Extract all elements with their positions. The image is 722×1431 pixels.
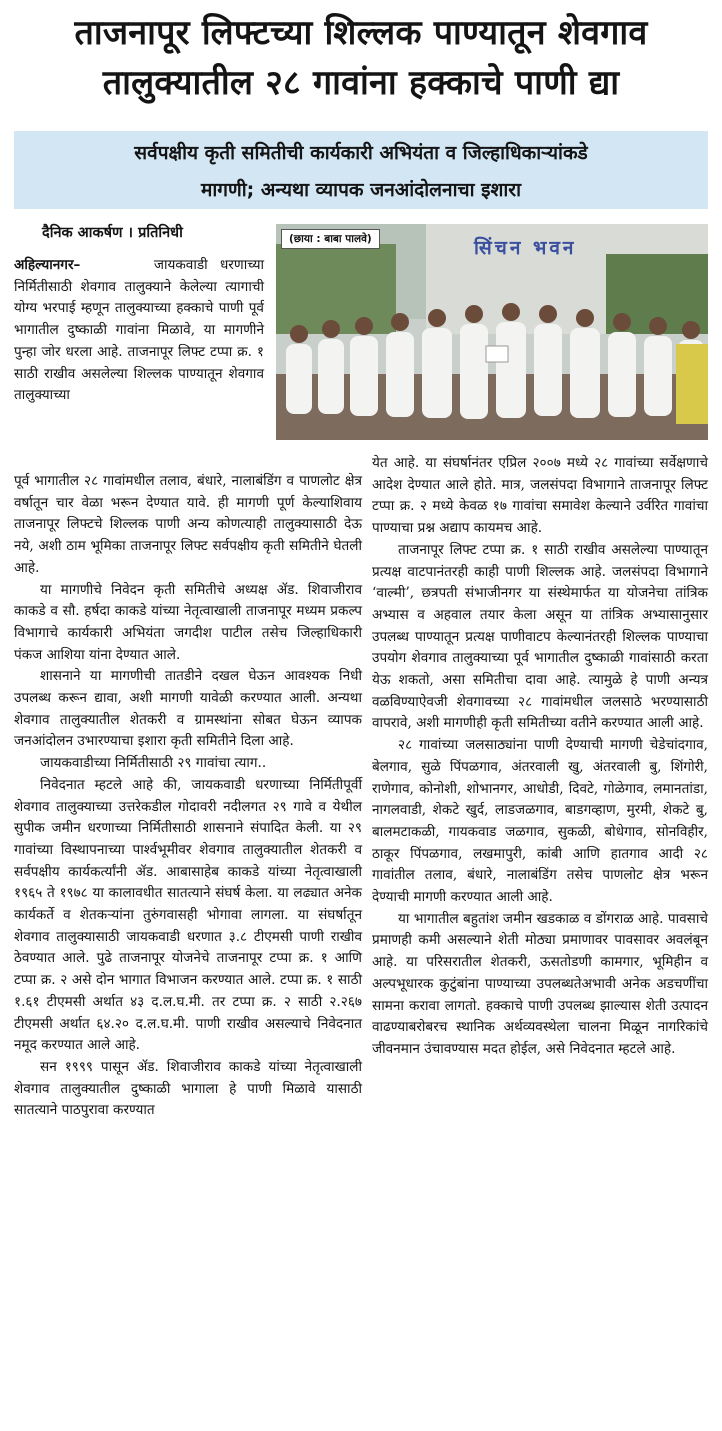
paragraph-1-start: जायकवाडी धरणाच्या निर्मितीसाठी शेवगाव तालुक्याने केलेल्या त्यागाची योग्य भरपाई म्हणून तालुक्याच्या हक्काचे पाणी पूर्व भागातील दुष्काळी गावांना मिळावे, या मागणीने पुन्हा जोर धरला आहे. ताजनापूर लिफ्ट टप्पा क्र. १ साठी राखीव असलेल्या शिल्लक पाण्यातून शेवगाव तालुक्याच्या bbox=[14, 257, 264, 404]
article-column-left-top bbox=[14, 255, 264, 407]
article-paragraph-2: या मागणीचे निवेदन कृती समितीचे अध्यक्ष ॲड. शिवाजीराव काकडे व सौ. हर्षदा काकडे यांच्या नेतृत्वाखाली ताजनापूर मध्यम प्रकल्प विभागाचे कार्यकारी अभियंता जगदीश पाटील तसेच जिल्हाधिकारी पंकज आशिया यांना देण्यात आले. bbox=[14, 581, 362, 663]
article-paragraph-6: ताजनापूर लिफ्ट टप्पा क्र. १ साठी राखीव असलेल्या पाण्यातून प्रत्यक्ष वाटपानंतरही काही पाणी शिल्लक आहे. जलसंपदा विभागाने ‘वाल्मी’, छत्रपती संभाजीनगर या संस्थेमार्फत या योजनेचा तांत्रिक अभ्यास व अहवाल तयार केला असून या तांत्रिक अभ्यासानुसार उपलब्ध पाण्यातून प्रत्यक्ष पाणीवाटप केल्यानंतरही शिल्लक पाण्याचा उपयोग शेवगाव तालुक्याच्या पूर्व भागातील दुष्काळी गावांसाठी करता येऊ शकतो, असा समितीचा दावा आहे. त्यामुळे हे पाणी अन्यत्र वळविण्याऐवजी शेवगावच्या २८ गावांमधील जलसाठे भरण्यासाठी वापरावे, अशी मागणीही कृती समितीच्या वतीने करण्यात आली आहे. bbox=[372, 541, 708, 732]
headline-line-2: तालुक्यातील २८ गावांना हक्काचे पाणी द्या bbox=[102, 63, 620, 103]
photo-signboard-text: सिंचन भवन bbox=[474, 237, 577, 259]
article-paragraph-5: सन १९९९ पासून ॲड. शिवाजीराव काकडे यांच्या नेतृत्वाखाली शेवगाव तालुक्यातील दुष्काळी भागाला हे पाणी मिळावे यासाठी सातत्याने पाठपुरावा करण्यात bbox=[14, 1058, 362, 1119]
article-subhead: जायकवाडीच्या निर्मितीसाठी २९ गावांचा त्याग.. bbox=[40, 755, 267, 772]
article-paragraph-1b: पूर्व भागातील २८ गावांमधील तलाव, बंधारे, नालाबंडिंग व पाणलोट क्षेत्र वर्षातून चार वेळा भरून देण्यात यावे. ही मागणी पूर्ण केल्याशिवाय ताजनापूर लिफ्टचे शिल्लक पाणी अन्य कोणत्याही तालुक्यासाठी देऊ नये, अशी ठाम भूमिका ताजनापूर लिफ्ट सर्वपक्षीय कृती समितीने घेतली आहे. bbox=[14, 473, 362, 576]
dateline: अहिल्यानगर– bbox=[14, 257, 81, 273]
photo-credit: (छाया : बाबा पालवे) bbox=[281, 229, 380, 249]
article-paragraph-4: निवेदनात म्हटले आहे की, जायकवाडी धरणाच्या निर्मितीपूर्वी शेवगाव तालुक्याच्या उत्तरेकडील गोदावरी नदीलगत २९ गावे व येथील सुपीक जमीन धरणाच्या निर्मितीसाठी शासनाने संपादित केली. या २९ गावांच्या विस्थापनाच्या पार्श्वभूमीवर शेवगाव तालुक्यातील शेतकरी व सर्वपक्षीय कार्यकर्त्यांनी ॲड. आबासाहेब काकडे यांच्या नेतृत्वाखाली १९६५ ते १९७८ या कालावधीत सातत्याने संघर्ष केला. या लढ्यात अनेक कार्यकर्ते व शेतकऱ्यांना तुरुंगवासही भोगावा लागला. या संघर्षातून शेवगाव तालुक्यासाठी जायकवाडी धरणात ३.८ टीएमसी पाणी राखीव ठेवण्यात आले. पुढे ताजनापूर योजनेचे ताजनापूर टप्पा क्र. १ आणि टप्पा क्र. २ असे दोन भागात विभाजन करण्यात आले. टप्पा क्र. १ साठी १.६१ टीएमसी अर्थात ४३ द.ल.घ.मी. तर टप्पा क्र. २ साठी २.२६७ टीएमसी अर्थात ६४.२० द.ल.घ.मी. पाणी राखीव असल्याचे निवेदनात नमूद करण्यात आले आहे. bbox=[14, 776, 362, 1054]
article-paragraph-1a bbox=[14, 255, 264, 407]
headline bbox=[0, 8, 722, 108]
subheadline-banner bbox=[14, 131, 708, 209]
headline-line-1: ताजनापूर लिफ्टच्या शिल्लक पाण्यातून शेवगाव bbox=[74, 13, 648, 53]
article-paragraph-8: या भागातील बहुतांश जमीन खडकाळ व डोंगराळ आहे. पावसाचे प्रमाणही कमी असल्याने शेती मोठ्या प्रमाणावर पावसावर अवलंबून आहे. या परिसरातील शेतकरी, ऊसतोडणी कामगार, भूमिहीन व अल्पभूधारक कुटुंबांना पाण्याच्या उपलब्धतेअभावी अनेक अडचणींचा सामना करावा लागतो. हक्काचे पाणी उपलब्ध झाल्यास शेती उत्पादन वाढण्याबरोबरच स्थानिक अर्थव्यवस्थेला चालना मिळून नागरिकांचे जीवनमान उंचावण्यास मदत होईल, असे निवेदनात म्हटले आहे. bbox=[372, 910, 708, 1057]
subheadline-line-1: सर्वपक्षीय कृती समितीची कार्यकारी अभियंता व जिल्हाधिकाऱ्यांकडे bbox=[134, 142, 588, 164]
article-paragraph-5-continued: येत आहे. या संघर्षानंतर एप्रिल २००७ मध्ये २८ गावांच्या सर्वेक्षणाचे आदेश देण्यात आले होते. मात्र, जलसंपदा विभागाने ताजनापूर लिफ्ट टप्पा क्र. २ मध्ये केवळ १७ गावांचा समावेश केल्याने उर्वरित गावांचा पाण्याचा प्रश्न अद्याप कायमच आहे. bbox=[372, 455, 708, 537]
article-column-left bbox=[14, 471, 362, 1122]
byline: दैनिक आकर्षण । प्रतिनिधी bbox=[42, 225, 183, 241]
subheadline-line-2: मागणी; अन्यथा व्यापक जनआंदोलनाचा इशारा bbox=[201, 179, 521, 201]
article-column-right bbox=[372, 453, 708, 1061]
article-paragraph-7: २८ गावांच्या जलसाठ्यांना पाणी देण्याची मागणी चेडेचांदगाव, बेलगाव, सुळे पिंपळगाव, अंतरवाली खु, अंतरवाली बु, शिंगोरी, राणेगाव, कोनोशी, शोभानगर, आधोडी, दिवटे, गोळेगाव, लमानतांडा, नागलवाडी, शेकटे खुर्द, लाडजळगाव, बाडगव्हाण, मुरमी, शेकटे बु, बालमटाकळी, गायकवाड जळगाव, सुकळी, बोधेगाव, सोनविहीर, ठाकूर पिंपळगाव, लखमापुरी, कांबी आणि हातगाव आदी २८ गावांतील तलाव, बंधारे, नालाबंडिंग तसेच पाणलोट क्षेत्र भरून देण्याची मागणी करण्यात आली आहे. bbox=[372, 737, 708, 906]
article-paragraph-3: शासनाने या मागणीची तातडीने दखल घेऊन आवश्यक निधी उपलब्ध करून द्यावा, अशी मागणी यावेळी करण्यात आली. अन्यथा शेवगाव तालुक्यातील शेतकरी व ग्रामस्थांना सोबत घेऊन व्यापक जनआंदोलन उभारण्याचा इशारा कृती समितीने दिला आहे. bbox=[14, 668, 362, 750]
